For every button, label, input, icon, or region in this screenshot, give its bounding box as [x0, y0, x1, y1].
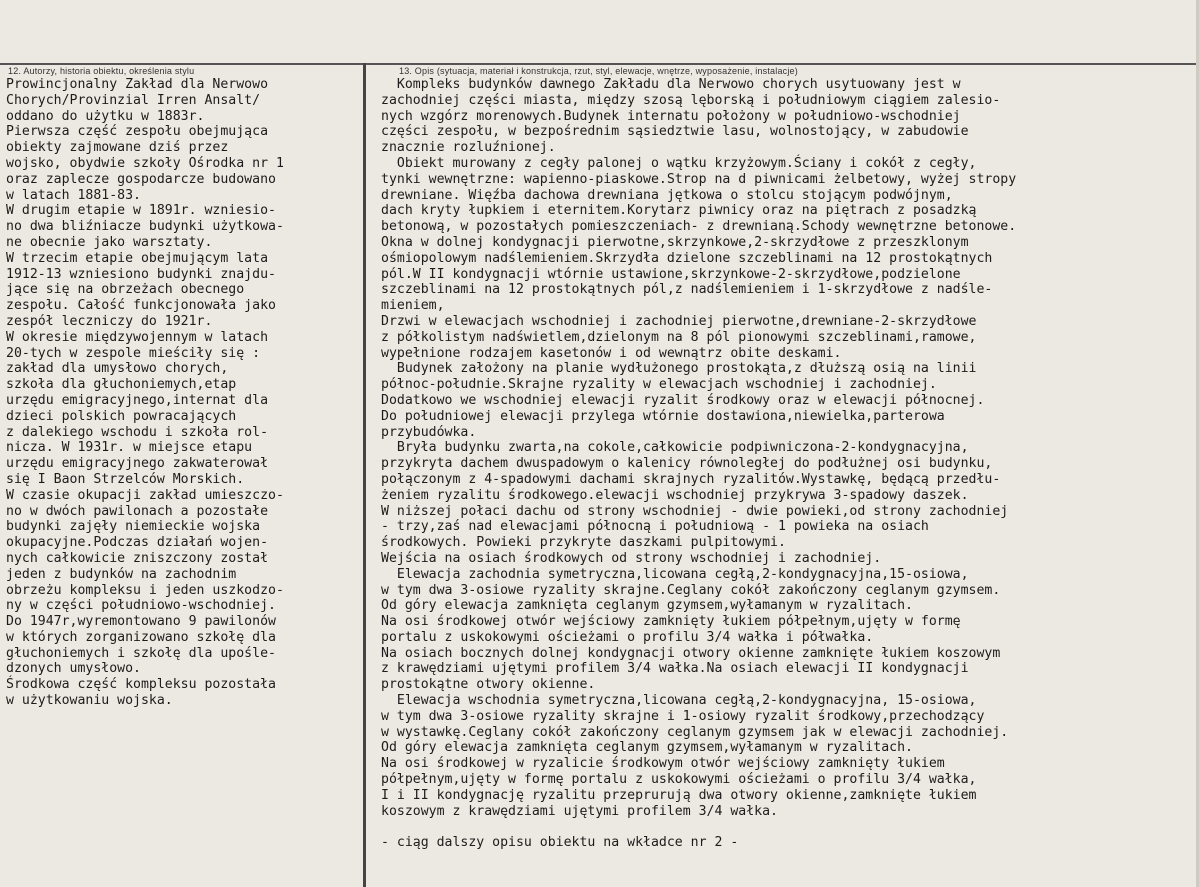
- text-line: z krawędziami ujętymi profilem 3/4 wałka.Na osiach elewacji II kondygnacji: [381, 661, 969, 677]
- text-line: szkoła dla głuchoniemych,etap: [6, 377, 237, 393]
- text-line: przykryta dachem dwuspadowym o kalenicy równoległej do podłużnej osi budynku,: [381, 456, 993, 472]
- column-divider: [363, 63, 366, 887]
- text-line: I i II kondygnację ryzalitu przeprurują dwa otwory okienne,zamknięte łukiem: [381, 787, 977, 803]
- text-line: W okresie międzywojennym w latach: [6, 329, 269, 345]
- text-line: - trzy,zaś nad elewacjami północną i południową - 1 powieka na osiach: [381, 519, 929, 535]
- text-line: betonową, w pozostałych pomieszczeniach- z drewnianą.Schody wewnętrzne betonowe.: [381, 219, 1017, 235]
- text-line: koszowym z krawędziami ujętymi profilem 3/4 wałka.: [381, 803, 778, 819]
- text-line: dzonych umysłowo.: [6, 661, 141, 677]
- text-line: części zespołu, w bezpośrednim sąsiedztwie lasu, wolnostojący, w zabudowie: [381, 124, 969, 140]
- text-line: oddano do użytku w 1883r.: [6, 108, 205, 124]
- text-line: Prowincjonalny Zakład dla Nerwowo: [6, 77, 269, 92]
- text-line: W niższej połaci dachu od strony wschodniej - dwie powieki,od strony zachodniej: [381, 503, 1009, 519]
- text-line: półpełnym,ujęty w formę portalu z uskokowymi ościeżami o profilu 3/4 wałka,: [381, 772, 977, 788]
- text-line: no dwa bliźniacze budynki użytkowa-: [6, 219, 284, 235]
- text-line: w tym dwa 3-osiowe ryzality skrajne.Ceglany cokół zakończony ceglanym gzymsem.: [381, 582, 1001, 598]
- text-line: Elewacja zachodnia symetryczna,licowana cegłą,2-kondygnacyjna,15-osiowa,: [381, 566, 969, 582]
- text-line: urzędu emigracyjnego,internat dla: [6, 392, 269, 408]
- text-line: Do 1947r,wyremontowano 9 pawilonów: [6, 614, 276, 630]
- text-line: zespołu. Całość funkcjonowała jako: [6, 298, 276, 314]
- text-line: Elewacja wschodnia symetryczna,licowana cegłą,2-kondygnacyjna, 15-osiowa,: [381, 693, 977, 709]
- text-line: w których zorganizowano szkołę dla: [6, 629, 276, 645]
- text-line: Okna w dolnej kondygnacji pierwotne,skrzynkowe,2-skrzydłowe z przeszklonym: [381, 234, 969, 250]
- text-line: Budynek założony na planie wydłużonego prostokąta,z dłuższą osią na linii: [381, 361, 977, 377]
- text-line: pól.W II kondygnacji wtórnie ustawione,skrzynkowe-2-skrzydłowe,podzielone: [381, 266, 961, 282]
- text-line: obrzeżu kompleksu i jeden uszkodzo-: [6, 582, 284, 598]
- text-line: oraz zaplecze gospodarcze budowano: [6, 171, 276, 187]
- text-line: urzędu emigracyjnego zakwaterował: [6, 456, 269, 472]
- text-line: dzieci polskich powracających: [6, 408, 237, 424]
- text-line: z półkolistym nadświetlem,dzielonym na 8 pól pionowymi szczeblinami,ramowe,: [381, 329, 977, 345]
- text-line: Drzwi w elewacjach wschodniej i zachodniej pierwotne,drewniane-2-skrzydłowe: [381, 313, 977, 329]
- text-line: w użytkowaniu wojska.: [6, 693, 173, 709]
- history-column: [6, 77, 358, 709]
- left-column-header: 12. Autorzy, historia obiektu, określenia stylu: [8, 66, 195, 76]
- text-line: wypełnione rodzajem kasetonów i od wewnątrz obite deskami.: [381, 345, 842, 361]
- right-column-header: 13. Opis (sytuacja, materiał i konstrukcja, rzut, styl, elewacje, wnętrze, wyposażenie, instalacje): [399, 66, 798, 76]
- text-line: Pierwsza część zespołu obejmująca: [6, 124, 269, 140]
- text-line: znacznie rozluźnionej.: [381, 140, 556, 156]
- text-line: no w dwóch pawilonach a pozostałe: [6, 503, 269, 519]
- text-line: portalu z uskokowymi ościeżami o profilu 3/4 wałka i półwałka.: [381, 629, 874, 645]
- text-line: nicza. W 1931r. w miejsce etapu: [6, 440, 253, 456]
- text-line: okupacyjne.Podczas działań wojen-: [6, 535, 269, 551]
- text-line: Na osiach bocznych dolnej kondygnacji otwory okienne zamknięte łukiem koszowym: [381, 645, 1001, 661]
- text-line: szczeblinami na 12 prostokątnych pól,z nadślemieniem i 1-skrzydłowe z nadśle-: [381, 282, 993, 298]
- text-line: 1912-13 wzniesiono budynki znajdu-: [6, 266, 276, 282]
- text-line: zakład dla umysłowo chorych,: [6, 361, 229, 377]
- text-line: budynki zajęły niemieckie wojska: [6, 519, 261, 535]
- text-line: połączonym z 4-spadowymi dachami skrajnych ryzalitów.Wystawkę, będącą przedłu-: [381, 471, 1001, 487]
- text-line: nych całkowicie zniszczony został: [6, 550, 269, 566]
- text-line: Bryła budynku zwarta,na cokole,całkowicie podpiwniczona-2-kondygnacyjna,: [381, 440, 969, 456]
- text-line: drewniane. Więźba dachowa drewniana jętkowa o stolcu stojącym podwójnym,: [381, 187, 953, 203]
- text-line: zespół leczniczy do 1921r.: [6, 313, 213, 329]
- text-line: północ-południe.Skrajne ryzality w elewacjach wschodniej i zachodniej.: [381, 377, 937, 393]
- text-line: w wystawkę.Ceglany cokół zakończony ceglanym gzymsem jak w elewacji zachodniej.: [381, 724, 1009, 740]
- text-line: ny w części południowo-wschodniej.: [6, 598, 276, 614]
- text-line: Chorych/Provinzial Irren Ansalt/: [6, 92, 261, 108]
- text-line: Środkowa część kompleksu pozostała: [6, 677, 276, 693]
- text-line: żeniem ryzalitu środkowego.elewacji wschodniej przykrywa 3-spadowy daszek.: [381, 487, 969, 503]
- text-line: Do południowej elewacji przylega wtórnie dostawiona,niewielka,parterowa: [381, 408, 945, 424]
- text-line: W trzecim etapie obejmującym lata: [6, 250, 269, 266]
- text-line: Na osi środkowej otwór wejściowy zamknięty łukiem półpełnym,ujęty w formę: [381, 614, 961, 630]
- text-line: Kompleks budynków dawnego Zakładu dla Nerwowo chorych usytuowany jest w: [381, 77, 961, 92]
- text-line: w tym dwa 3-osiowe ryzality skrajne i 1-osiowy ryzalit środkowy,przechodzący: [381, 708, 985, 724]
- text-line: W drugim etapie w 1891r. wzniesio-: [6, 203, 276, 219]
- text-line: z dalekiego wschodu i szkoła rol-: [6, 424, 269, 440]
- text-line: tynki wewnętrzne: wapienno-piaskowe.Strop na d piwnicami żelbetowy, wyżej stropy: [381, 171, 1017, 187]
- text-line: 20-tych w zespole mieściły się :: [6, 345, 261, 361]
- header-rule: [0, 63, 1199, 65]
- text-line: Na osi środkowej w ryzalicie środkowym otwór wejściowy zamknięty łukiem: [381, 756, 945, 772]
- description-column: [381, 77, 1193, 851]
- text-line: wojsko, obydwie szkoły Ośrodka nr 1: [6, 155, 284, 171]
- text-line: mieniem,: [381, 298, 445, 314]
- text-line: Od góry elewacja zamknięta ceglanym gzymsem,wyłamanym w ryzalitach.: [381, 740, 913, 756]
- text-line: prostokątne otwory okienne.: [381, 677, 596, 693]
- text-line: Wejścia na osiach środkowych od strony wschodniej i zachodniej.: [381, 550, 882, 566]
- text-line: dach kryty łupkiem i eternitem.Korytarz piwnicy oraz na piętrach z posadzką: [381, 203, 977, 219]
- text-line: ośmiopolowym nadślemieniem.Skrzydła dzielone szczeblinami na 12 prostokątnych: [381, 250, 993, 266]
- text-line: Obiekt murowany z cegły palonej o wątku krzyżowym.Ściany i cokół z cegły,: [381, 155, 977, 171]
- text-line: Dodatkowo we wschodniej elewacji ryzalit środkowy oraz w elewacji północnej.: [381, 392, 985, 408]
- text-line: jące się na obrzeżach obecnego: [6, 282, 245, 298]
- text-line: przybudówka.: [381, 424, 477, 440]
- text-line: jeden z budynków na zachodnim: [6, 566, 237, 582]
- text-line: nych wzgórz morenowych.Budynek internatu położony w południowo-wschodniej: [381, 108, 961, 124]
- text-line: W czasie okupacji zakład umieszczo-: [6, 487, 284, 503]
- text-line: [381, 819, 1193, 835]
- text-line: w latach 1881-83.: [6, 187, 141, 203]
- text-line: się I Baon Strzelców Morskich.: [6, 471, 245, 487]
- text-line: ne obecnie jako warsztaty.: [6, 234, 213, 250]
- text-line: obiekty zajmowane dziś przez: [6, 140, 229, 156]
- text-line: - ciąg dalszy opisu obiektu na wkładce nr 2 -: [381, 835, 739, 851]
- text-line: zachodniej części miasta, między szosą lęborską i południowym ciągiem zalesio-: [381, 92, 1001, 108]
- text-line: głuchoniemych i szkołę dla upośle-: [6, 645, 276, 661]
- text-line: Od góry elewacja zamknięta ceglanym gzymsem,wyłamanym w ryzalitach.: [381, 598, 913, 614]
- text-line: środkowych. Powieki przykryte daszkami pulpitowymi.: [381, 535, 786, 551]
